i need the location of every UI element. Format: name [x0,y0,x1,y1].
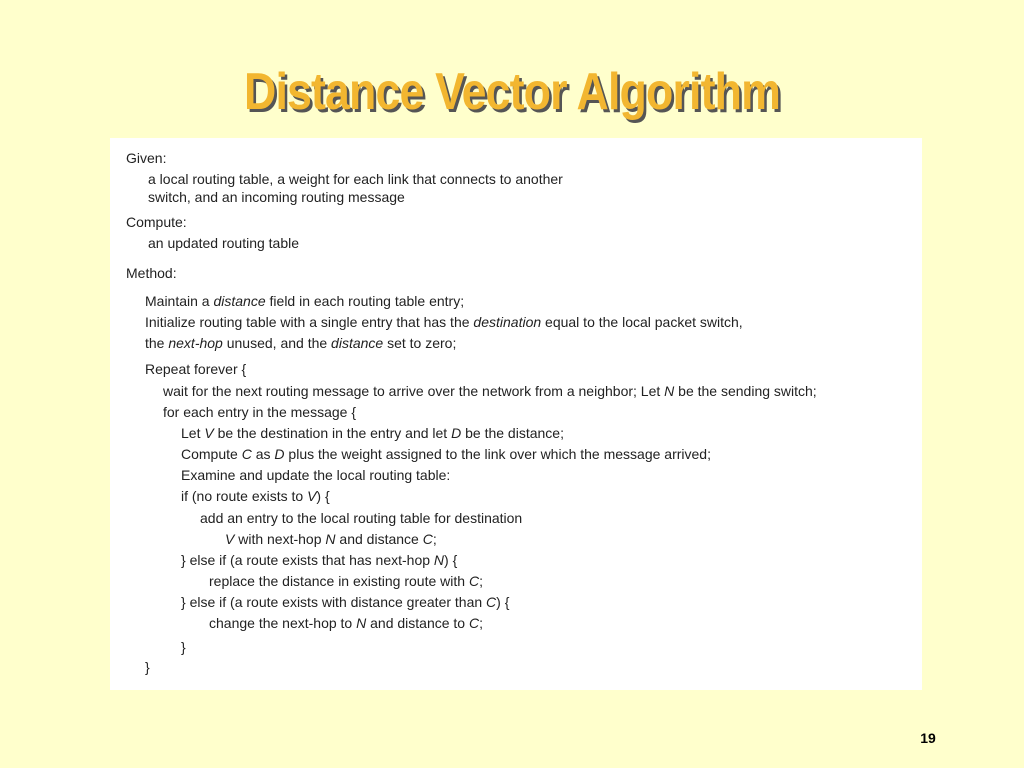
line-text: with next-hop [234,531,326,547]
line-text: Examine and update the local routing table: [181,467,451,483]
italic-term: V [204,425,214,441]
algorithm-line [163,382,817,400]
line-text: Compute: [126,214,187,230]
algorithm-line [148,234,299,252]
line-text: Maintain a [145,293,214,309]
line-text: Repeat forever { [145,361,247,377]
italic-term: N [325,531,336,547]
line-text: change the next-hop to [209,615,357,631]
italic-term: C [468,573,480,589]
line-text: unused, and the [222,335,332,351]
line-text: plus the weight assigned to the link over which the message arrived; [284,446,711,462]
algorithm-line [145,313,743,331]
algorithm-box [110,138,922,690]
line-text: Compute [181,446,242,462]
algorithm-line [145,360,246,378]
line-text: if (no route exists to [181,488,308,504]
line-text: ; [479,573,483,589]
line-text: ; [432,531,437,547]
italic-term: next-hop [168,335,223,351]
line-text: field in each routing table entry; [265,293,465,309]
slide-title: Distance Vector Algorithm [244,63,780,121]
algorithm-line [126,149,166,167]
algorithm-line [200,509,522,527]
italic-term: distance [331,335,384,351]
algorithm-line [145,292,464,310]
algorithm-line [145,334,456,352]
line-text: } else if (a route exists that has next-hop [181,552,434,568]
italic-term: C [468,615,480,631]
algorithm-line [181,487,330,505]
algorithm-line [126,213,187,231]
line-text: be the destination in the entry and let [213,425,452,441]
italic-term: D [274,446,285,462]
line-text: and distance [335,531,423,547]
algorithm-line [209,572,483,590]
algorithm-line [148,170,563,188]
algorithm-line [148,188,405,206]
line-text: Given: [126,150,167,166]
italic-term: V [225,531,235,547]
line-text: add an entry to the local routing table for destination [200,510,523,526]
italic-term: C [241,446,252,462]
algorithm-line [126,264,177,282]
line-text: an updated routing table [148,235,300,251]
italic-term: N [433,552,445,568]
line-text: ; [479,615,483,631]
line-text: replace the distance in existing route with [209,573,469,589]
line-text: Method: [126,265,177,281]
algorithm-line [163,403,356,421]
line-text: ) { [444,552,458,568]
algorithm-line [181,593,509,611]
line-text: for each entry in the message { [163,404,356,420]
line-text: Let [181,425,205,441]
line-text: Initialize routing table with a single entry that has the [145,314,474,330]
line-text: ) { [496,594,510,610]
line-text: switch, and an incoming routing message [148,189,405,205]
line-text: be the distance; [461,425,564,441]
algorithm-line [209,614,483,632]
algorithm-line [181,466,450,484]
line-text: ) { [316,488,330,504]
line-text: wait for the next routing message to arrive over the network from a neighbor; Let [163,383,665,399]
italic-term: destination [473,314,542,330]
line-text: be the sending switch; [674,383,817,399]
italic-term: N [356,615,367,631]
page-number: 19 [920,730,936,746]
line-text: a local routing table, a weight for each link that connects to another [148,171,563,187]
italic-term: D [451,425,462,441]
italic-term: N [664,383,675,399]
line-text: set to zero; [383,335,457,351]
italic-term: C [422,531,433,547]
algorithm-line [181,551,457,569]
line-text: as [251,446,275,462]
algorithm-line [181,445,711,463]
line-text: } else if (a route exists with distance greater than [181,594,487,610]
line-text: equal to the local packet switch, [541,314,743,330]
algorithm-line [181,424,564,442]
line-text: } [181,639,186,655]
algorithm-line [181,638,186,656]
italic-term: C [486,594,497,610]
line-text: and distance to [366,615,469,631]
algorithm-line [145,658,150,676]
italic-term: distance [213,293,266,309]
line-text: the [145,335,169,351]
line-text: } [145,659,150,675]
algorithm-line [225,530,437,548]
italic-term: V [307,488,317,504]
